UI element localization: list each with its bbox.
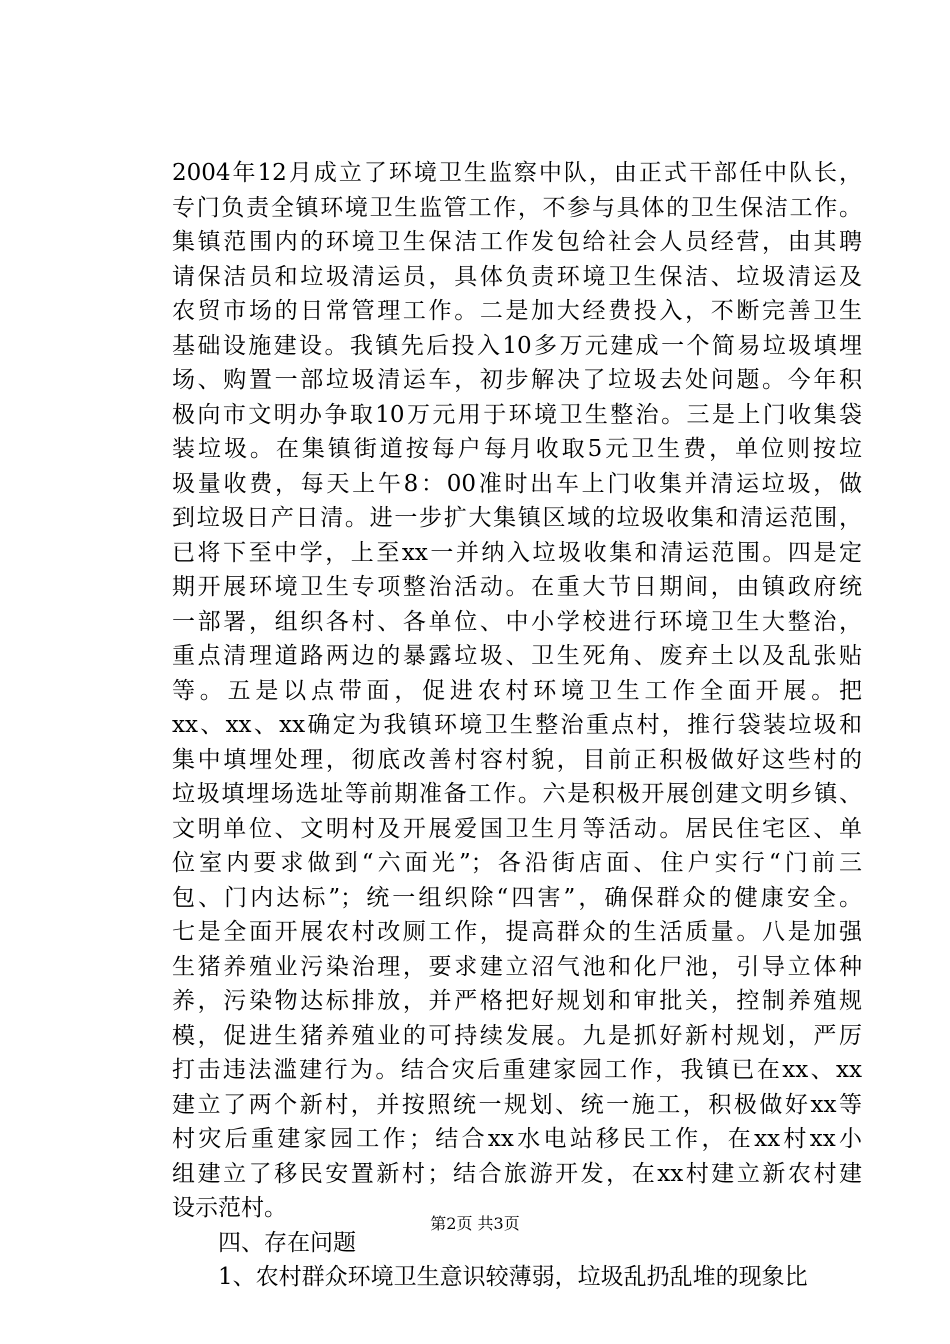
paragraph-line: 期开展环境卫生专项整治活动。在重大节日期间，由镇政府统 [172,574,862,600]
paragraph-line: xx、xx、xx确定为我镇环境卫生整治重点村，推行袋装垃圾和 [172,712,862,738]
paragraph-line: 村灾后重建家园工作；结合xx水电站移民工作，在xx村xx小 [172,1126,862,1152]
page-footer [0,1214,950,1234]
paragraph-line: 装垃圾。在集镇街道按每户每月收取5元卫生费，单位则按垃 [172,436,862,462]
paragraph-line: 专门负责全镇环境卫生监管工作，不参与具体的卫生保洁工作。 [172,194,862,221]
paragraph-line: 生猪养殖业污染治理，要求建立沼气池和化尸池，引导立体种 [172,953,862,980]
body-text [172,156,862,1295]
paragraph-line: 集镇范围内的环境卫生保洁工作发包给社会人员经营，由其聘 [172,229,862,255]
paragraph-line: 场、购置一部垃圾清运车，初步解决了垃圾去处问题。今年积 [172,367,862,393]
paragraph-line: 包、门内达标”；统一组织除“四害”，确保群众的健康安全。 [172,884,862,911]
paragraph-line: 文明单位、文明村及开展爱国卫生月等活动。居民住宅区、单 [172,815,862,842]
paragraph-line: 农贸市场的日常管理工作。二是加大经费投入，不断完善卫生 [172,298,862,324]
paragraph-line: 养，污染物达标排放，并严格把好规划和审批关，控制养殖规 [172,988,862,1014]
paragraph-line: 垃圾填埋场选址等前期准备工作。六是积极开展创建文明乡镇、 [172,781,862,807]
paragraph-line-last: 设示范村。 [172,1195,287,1221]
paragraph-line: 建立了两个新村，并按照统一规划、统一施工，积极做好xx等 [172,1091,862,1118]
paragraph-line: 圾量收费，每天上午8：00准时出车上门收集并清运垃圾，做 [172,470,862,497]
paragraph-line: 集中填埋处理，彻底改善村容村貌，目前正积极做好这些村的 [172,746,862,773]
paragraph-line: 组建立了移民安置新村；结合旅游开发，在xx村建立新农村建 [172,1160,862,1187]
section-heading: 四、存在问题 [172,1229,356,1256]
paragraph-line: 模，促进生猪养殖业的可持续发展。九是抓好新村规划，严厉 [172,1022,862,1049]
paragraph-line: 打击违法滥建行为。结合灾后重建家园工作，我镇已在xx、xx [172,1057,862,1083]
page-number-label: 第2页 共3页 [430,1214,520,1233]
list-item-line: 1、农村群众环境卫生意识较薄弱，垃圾乱扔乱堆的现象比 [172,1264,808,1290]
paragraph-line: 等。五是以点带面，促进农村环境卫生工作全面开展。把 [172,677,862,704]
paragraph-line: 位室内要求做到“六面光”；各沿街店面、住户实行“门前三 [172,850,862,876]
paragraph-line: 七是全面开展农村改厕工作，提高群众的生活质量。八是加强 [172,919,862,945]
paragraph-line: 2004年12月成立了环境卫生监察中队，由正式干部任中队长， [172,160,862,186]
paragraph-line: 请保洁员和垃圾清运员，具体负责环境卫生保洁、垃圾清运及 [172,263,862,290]
paragraph-line: 已将下至中学，上至xx一并纳入垃圾收集和清运范围。四是定 [172,539,862,566]
paragraph-line: 一部署，组织各村、各单位、中小学校进行环境卫生大整治， [172,608,862,635]
paragraph-line: 重点清理道路两边的暴露垃圾、卫生死角、废弃土以及乱张贴 [172,643,862,669]
paragraph-line: 到垃圾日产日清。进一步扩大集镇区域的垃圾收集和清运范围， [172,505,862,531]
paragraph-line: 极向市文明办争取10万元用于环境卫生整治。三是上门收集袋 [172,401,862,428]
paragraph-line: 基础设施建设。我镇先后投入10多万元建成一个简易垃圾填埋 [172,332,862,359]
